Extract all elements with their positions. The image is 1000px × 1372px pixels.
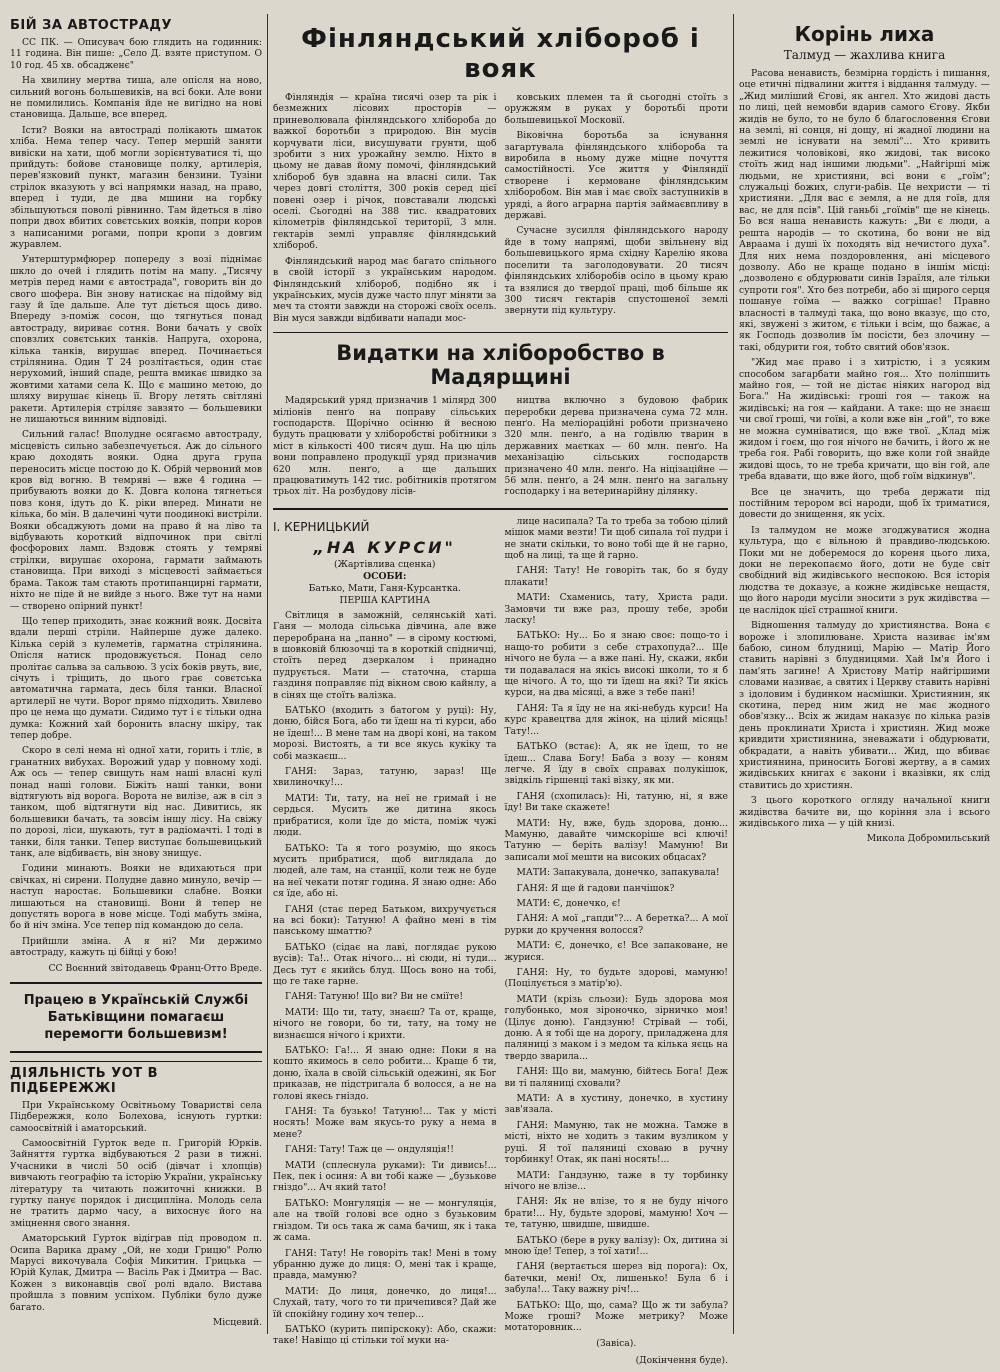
article-title-root: Корінь лиха bbox=[794, 22, 935, 46]
play-line: БАТЬКО (входить з батогом у руці): Ну, доню, бійся Бога, або ти їдеш на ті курси, або не їдеш!... В мене там на дворі коні, на таком морозі. Вистоять, а ти все якусь кукіку та собі мазкаєш... bbox=[273, 705, 497, 762]
paragraph: ництва включно з будовою фабрик переробки дерева призначена сума 72 млн. пенґо. На меліораційні роботи призначено 320 млн. пенґо, а на годівлю тварин в державних маєтках — 60 млн. пенґо. На механізацію сільських господарств призначено 40 млн. пенґо. На ніцізаційне — 56 млн. пенґо, а 24 млн. пенґо на загальну господарку і на ветеринарійну ділянку. bbox=[504, 395, 728, 498]
play-line: БАТЬКО: Ну... Бо я знаю своє: пощо-то і нащо-то робити з себе страхопуда?... Ще нічого не була — а вже пані. Ну, скажи, якби ти подавалася на якісь високі школи, то я б ще нічого. А то, що ти їдеш на які? Ти якісь курси, на два місяці, а вже з тебе пані! bbox=[504, 630, 728, 699]
play-line: БАТЬКО: Га!... Я знаю одне: Поки я на кошто якимось в село робити... Краще б ти, доню, їхала в своїй сільській одежині, як Бог приказав, не підстригала б волосся, а не на голові якесь гніздо. bbox=[273, 1045, 497, 1102]
play-line: ГАНЯ (вертається шерез від порога): Ох, батечки, мені! Ох, лишенько! Була б і забула!... Таку важну річ!... bbox=[504, 1261, 728, 1296]
play-line: лице насипала? Та то треба за тобою цілий мішок мами везти! Ти щоб сипала тої пудри і не знати скільки, то воно тобі ще й не гарно, щоб на лиці, та ще й гарно. bbox=[504, 515, 728, 561]
paragraph: Істи? Вояки на автостраді полікають шматок хліба. Нема тепер часу. Тепер мершій заняти вивіски на хати, щоб могли зорієнтуватися ті, що прийдуть: бойове становище полку, артилерія, перев'язковий пункт, магазин бензини. Тузіни стрілок вказують у всі напрямки назад, на право, вперед і туди, де два мшини на горбку збільшуються поволі рівнинно. Там йдеться в ліво попри двох вбитих совєтських вояків, попри коров з написаними рогами, попри кропи з довгим журавлем. bbox=[10, 124, 262, 250]
article-signature: Микола Добромильський bbox=[866, 833, 990, 845]
article-body-battle bbox=[10, 37, 262, 959]
play-line: МАТИ: Ти, тату, на неї не гримай і не сердься. Мусить же дитина якось прибратися, коли їде до міста, поміж чужі люди. bbox=[273, 792, 497, 839]
play-continuation: (Докінчення буде). bbox=[635, 1354, 728, 1366]
paragraph: Самоосвітній Гурток веде п. Григорій Юрків. Зайняття гуртка відбуваються 2 рази в тижні. Учасники в числі 50 осіб (дівчат і хлопців) вивчають географію та історію України, українську літературу та читають пожиточні книжки. В гуртку панує порядок і дисципліна. Молодь села не тратить дармо часу, а вихоснує його на зміцнення свого знання. bbox=[10, 1137, 262, 1229]
play-subtitle: (Жартівлива сценка) bbox=[334, 558, 436, 570]
divider bbox=[273, 332, 728, 333]
paragraph: Години минають. Вояки не вдихаються при свічках, ні сирени. Полудне давно минуло, вечір — наступ наростає. Большевики слабне. Вояки лишаються на становищі. Вони й тепер не допустять ворога в нове місце. Тоді мабуть зміна, бо й ніч зміна. Усе тепер під командою до села. bbox=[10, 863, 262, 932]
play-line: БАТЬКО (встає): А, як не їдеш, то не їдеш... Слава Богу! Баба з возу — коням легче. Я їду в своїх справах полукішок, звідкіль гіршенці такі візку, як ми. bbox=[504, 741, 728, 787]
play-line: МАТИ (крізь сльози): Будь здорова моя голубонько, моя зіроночко, зірничко моя! (Цілує доню). Гандзуню! Стрівай — тобі, доню. А я тобі ще на дорогу, приладжена для паляниці з маком і з медом та кілька яєць на твердо зварила... bbox=[504, 993, 728, 1062]
play-line: МАТИ: До лиця, донечко, до лиця!... Слухай, тату, чого то ти причепився? Дай же їй спокійну годину хоч тепер... bbox=[273, 1285, 497, 1320]
center-column bbox=[273, 14, 728, 1366]
play-section bbox=[273, 516, 728, 1372]
article-signature: СС Воєнний звітодавець Франц-Отто Вреде. bbox=[48, 962, 262, 974]
play-line: БАТЬКО: Монгуляція — не — монгуляція, але на твоїй голові все одно з бузьковим гніздом. Ти ось така ж сама бачиш, як і така ж сама. bbox=[273, 1197, 497, 1244]
play-line: ГАНЯ: Як не влізе, то я не буду нічого брати!... Ну, будьте здорові, мамуню! Хоч — те, татуню, швидше, швидше. bbox=[504, 1196, 728, 1231]
play-line: МАТИ: Що ти, тату, знаєш? Та от, краще, нічого не говори, бо ти, тату, на тому не визнаєшся нічого і крихти. bbox=[273, 1006, 497, 1041]
play-curtain: (Завіса). bbox=[596, 1337, 637, 1349]
play-line: ГАНЯ (схопилась): Ні, татуню, ні, я вже їду! Ви таке скажете! bbox=[504, 790, 728, 814]
play-act-heading: ПЕРША КАРТИНА bbox=[339, 594, 431, 606]
play-line: МАТИ: Запакувала, донечко, запакувала! bbox=[516, 867, 720, 879]
play-line: БАТЬКО (сідає на лаві, поглядає рукою вусів): Та!.. Отак нічого... ні сюди, ні туди... Десь тут є якийсь блуд. Щось воно на тобі, що ге таке гарне. bbox=[273, 941, 497, 987]
paragraph: При Українському Освітньому Товаристві села Підбережжя, коло Болехова, існують гуртки: самоосвітній і аматорський. bbox=[10, 1099, 262, 1134]
play-line: МАТИ: Гандзуню, таже в ту торбинку нічого не влізе... bbox=[504, 1169, 728, 1192]
paragraph: "Жид має право і з хитрістю, і з усяким способом загарбати майно гоя... Хто поліпшить майно гоя, — той не дістає ніяких нагород від Бога." На жидівські: гроші гоя — також на жидівські; на гоя — кайдани. А таке: що не знаєш чи свої гроші, чи гоїві, а коли вже він „гой", то вже не можна сумніватися, що вже твої. „Клад між жидом і гоєм, що гоя нічого не бачить, і його ж не треба гоя. Рабі говорить, що вже коли гой знайде жидові щось, то не треба кричати, що він гой, але треба вдавати, що вже його, щоб гоїм відкинув". bbox=[739, 357, 990, 483]
paragraph: СС ПК. — Описувач бою глядить на годинник: 11 година. Він пише: „Село Д. взяте приступом. О 10 год. 45 хв. обсадженє" bbox=[10, 37, 262, 71]
paragraph: Аматорський Гурток відіграв під проводом п. Осипа Варика драму „Ой, не ходи Грицю" Ролю Марусі викочувала Софія Микитин. Грицька — Юрій Кулак, Дмитра — Васіль Рак і Дмитра — Вас. Кожен з виконавців свої ролі вдало. Вистава пройшла з повним успіхом. Публіки було дуже багато. bbox=[10, 1233, 262, 1313]
paragraph: Унтерштурмфюрер попереду з возі піднімає шкло до очей і глядить потім на мапу. „Тисячу метрів перед нами є автострада", говорить він до свого шофера. Він знову натискає на підойму від газу й їде дальше. Але тут діється щось диво. Впереду з-поміж сосон, що тягнуться понад автостраду, вириває сотня. Вони бачать у своїх сповзлих совєтських танків. Напруга, охорона, кілька танків, вирушає вперед. Починається стрілянина. Один Т 24 розлітається, один стає нерухомий, інший спаде, решта вмикає швидко за жовтими хатами села К. Що є машино метою, до шляху вирушає кінець її. Вгору летять світляні ракети. Артилерія стріляє завзято — большевики не лишаються винним відповіді. bbox=[10, 254, 262, 425]
article-subtitle-root: Талмуд — жахлива книга bbox=[783, 48, 946, 62]
article-body-root bbox=[739, 68, 990, 829]
paragraph: Все це значить, що треба держати під постійним терором всі народи, щоб їх триматися, довести до знищення, як усіх. bbox=[739, 486, 990, 521]
play-line: ГАНЯ: Татуню! Що ви? Ви не сміїте! bbox=[285, 991, 464, 1003]
paragraph: Фінляндський народ має багато спільного в своїй історії з українським народом. Фінляндський хлібороб, подібно як і українських, мусів дуже часто плуг міняти за меч та стояти завжди на сторожі своїх осель. Він муся завжди відбивати напади мос- bbox=[273, 255, 497, 324]
paragraph: Сильний галас! Вполудне осягаємо автостраду, місцевість сильно забезпечується. Аж до сільного краю доходять вояки. Одна друга група переносить місце постою до К. Обрій червоний мов кров від вогню. В темряві — вже 4 година — прибувають вояки до К. Довга колона тягнеться повз коня, ідуть до К. ріки вперед. Минати не кілька, бо мін. В далечині чути поодинокі вистріли. Вояки обсаджують доми на право й на ліво та відбувають короткий відпочинок при світлі фосфорових ламп. Вздовж стоять у темряві стрілки, вирушає охорона, гармати займають становища. При виході з місцевості займається брама. Також там стають протипанцирні гармати, ніхто не піде й не вийде з нього. Вже тут на нами — створено опірний пункт! bbox=[10, 429, 262, 612]
paragraph: З цього короткого огляду начальної книги жидівства бачите ви, що коріння зла і всього жидівського лиха — у цій книзі. bbox=[739, 795, 990, 829]
paragraph: На хвилину мертва тиша, але опісля на ново, сильний вогонь большевиків, на всі боки. Але вони не помилились. Компанія йде не вигідно на нові становища. Дальше, все вперед. bbox=[10, 75, 262, 121]
play-persons-list: Батько, Мати, Ганя-Курсантка. bbox=[308, 582, 461, 594]
article-body-hungary bbox=[273, 395, 728, 502]
article-body-finland bbox=[273, 92, 728, 328]
paragraph: Із талмудом не може згоджуватися жодна культура, що є вільною й правдиво-людською. Поки ми не доберемося до кореня цього лиха, доки не перекопаємо його, доти не буде світ свобідний від жидівського неспокою. Вся історія людства те доказує, а кожне жидівське нещастя, що його народи мусіли зносити з рук жидівства — це наслідок цієї страшної книги. bbox=[739, 524, 990, 616]
play-line: ГАНЯ: Ну, то будьте здорові, мамуню! (Поцілується з матір'ю). bbox=[504, 967, 728, 990]
play-author: І. КЕРНИЦЬКИЙ bbox=[273, 519, 370, 534]
right-column bbox=[739, 14, 990, 1344]
left-column bbox=[10, 14, 262, 1344]
play-line: МАТИ: Є, донечко, є! bbox=[516, 897, 621, 909]
column-divider bbox=[733, 14, 734, 1334]
play-line: ГАНЯ: Тату! Таж це — ондуляція!! bbox=[285, 1144, 454, 1156]
play-line: БАТЬКО (бере в руку валізу): Ох, дитина зі мною їде! Тепер, з тої хати!... bbox=[504, 1234, 728, 1257]
article-title-hungary: Видатки на хліборобство в Мадярщині bbox=[336, 341, 665, 390]
slogan-box: Працею в Українській Службі Батьківщини помагаєш перемогти большевизм! bbox=[10, 982, 262, 1053]
play-line: ГАНЯ: Мамуню, так не можна. Тамже в місті, ніхто не ходить з таким вузликом у руці. Я тої паляниці сховаю в ручну торбинку! Отак, як пані носять!... bbox=[504, 1119, 728, 1166]
play-line: Світлиця в заможній, селянській хаті. Ганя — молода сільська дівчина, але вже переробрана на „панно" — в сірому костюмі, в шовковій блюзочці та в короткій спідничці, стоїть перед дзеркалом і принадно пудрується. Мати — статочна, старша газдиня поправляє під вікном свою кайнлу, а в сінях ще стоїть валізка. bbox=[273, 609, 497, 701]
article-title-uot: ДІЯЛЬНІСТЬ УОТ В ПІДБЕРЕЖЖІ bbox=[10, 1061, 262, 1096]
paragraph: Мадярський уряд призначив 1 мілярд 300 міліонів пенґо на поправу сільських господарств. Щорічно осінню й весною будуть працювати у хліборобстві робітники з міст в кількості 400 тисяч душ. На цю ціль вони поправлено продукції уряд призначив 620 млн. пенґо, а ще дальших працюватимуть 142 тис. робітників протягом трьох літ. На розбудову лісів- bbox=[273, 395, 497, 498]
play-line: ГАНЯ: Тату! Не говоріть так! Мені в тому убранню дуже до лиця: О, мені так і краще, правда, мамуню? bbox=[273, 1247, 497, 1282]
play-line: ГАНЯ (стає перед Батьком, вихручується на всі боки): Татуню! А файно мені в тім панському шматтю? bbox=[273, 903, 497, 938]
play-line: МАТИ: Є, донечко, є! Все запаковане, не журися. bbox=[504, 940, 728, 963]
play-line: МАТИ: А в хустину, донечко, в хустину зав'язала. bbox=[504, 1093, 728, 1116]
play-line: ГАНЯ: Тату! Не говоріть так, бо я буду плакати! bbox=[504, 565, 728, 588]
play-line: МАТИ (сплеснула руками): Ти дивись!... Пек, пек і осиня: А ви тобі каже — „бузькове гніздо"... Ач який тато! bbox=[273, 1159, 497, 1194]
play-line: ГАНЯ: Та бузько! Татуню!... Так у місті носять! Може вам якусь-то руку а нема в мене? bbox=[273, 1106, 497, 1140]
article-body-uot bbox=[10, 1100, 262, 1313]
play-line: БАТЬКО: Та я того розумію, що якось мусить прибратися, щоб виглядала до людей, але там, на станції, коли теж не буде на неї чекати потяг година. Я знаю одне: Або ся їде, або ні. bbox=[273, 842, 497, 900]
play-title: „НА КУРСИ" bbox=[313, 537, 456, 557]
paragraph: Відношення талмуду до християнства. Вона є вороже і злопилюване. Христа називає ім'ям бабою, сином блудниці, Марію — Матір Його ставить нарівні з блудницями. Хай Ім'я Його і пам'ять загине! А Христову Матір найгіршими словами називає, а святих і Церкву ставить нарівні з ідоловим і будинком насмішки. Християнин, як скотина, перед ним жид не має жодного обов'язку... Всіх ж жидам наказує по кілька разів день проклинати Христа і християн. Жид може кривдити християнина, зневажати і обдурювати, обкрадати, а навіть убивати... Жид, що вбиває християнина, приносить Богові жертву, а в самих жидівських книгах є закони і вказівки, як слід ставитись до християн. bbox=[739, 620, 990, 791]
play-line: БАТЬКО: Що, що, сама? Що ж ти забула? Може гроші? Може метрику? Може мотаторовник... bbox=[504, 1299, 728, 1334]
divider bbox=[273, 508, 728, 510]
paragraph: Віковічна боротьба за існування загартувала фінляндського хлібороба та виробила в ньому дуже міцне почуття самостійності. Усе життя у Фінляндії створене і кермоване фінляндським хліборобом. Він мав і має своїх заступників в уряді, а його аграрна партія займаєвпливу в державі. bbox=[504, 130, 728, 222]
paragraph: Що тепер приходить, знає кожний вояк. Досвіта вдали перші стріли. Найперше дуже далеко. Кілька серій з кулеметів, гарматна стрілянина. Опісля натиск продовжується. Понад село пролітає сальва за сальвою. З усіх боків рвуть, виє, січуть і тріщить, до цього грає совєтська автоматична гармата, десь біля танки. Власної артилерії не чути. Ворог прямо підходить. Хвилево про це нема що думати. Сидимо тут і є тільки одна думка: Кожний хай боронить власну шкіру, так тепер добре. bbox=[10, 615, 262, 741]
play-line: ГАНЯ: Що ви, мамуню, бійтесь Бога! Деж ви ті паляниці сховали? bbox=[504, 1066, 728, 1089]
article-signature: Місцевий. bbox=[212, 1317, 262, 1328]
article-title-battle: БІЙ ЗА АВТОСТРАДУ bbox=[10, 18, 172, 33]
paragraph: Расова ненависть, безмірна гордість і пишання, оце етичні підвалини життя і віддання талмуду. — „Жид миліший Єгові, як ангел. Хто жидові дасть по лиці, цей немовби вдарив самого Єгову. Якби жидів не було, то не було б благословення Єгови на землі, ні сонця, ні дощу, ні жадної людини на землі не існувати на землі"... Хто кривить лежитися чоловікові, яко жидові, так високо стоїть жид над іншими людьми". „Найгірші між людьми, не християни, всі вони є „гоїм"; служальці божих, слуги-рабів. Це нехристи — ті християни. „Для вас є земля, а не для гоїв, для вас, не для псів". Цій ганьбі „гоїмів" ще не кінець. Бо вся наша ненависть кажуть: „Ви є люди, а решта народів — то скотина, бо вони не від Авраама і душі їх походять від нечистого духа". Для них нема поздоровлення, ані місцевого дозволу. Або не краще подано в іншім місці: „дозволено є обдурювати синів Ізраїля, але тільки супроти гоя". Хто без потреби, або зі щирого серця пошануе гоїма — важко согрішає! Правно власності в талмуді така, що воно вказує, що сто, які, звужені з житом, є тільки і всім, що бажає, а як Господь дозволив їм посісти, без злочину — такі, обдурити гоя, тобто святий обов'язок. bbox=[739, 68, 990, 353]
play-line: ГАНЯ: А мої „гапди"?... А беретка?... А мої рурки до кручення волосся? bbox=[504, 913, 728, 936]
paragraph: Сучасне зусилля фінляндського народу йде в тому напрямі, щоби звільнену від большевицького ярма східну Карелію якова поселити та заголодовувати. 20 тисяч фінляндських хліборобів осіло в цьому краю та взялися до твердої праці, щоб більше як 300 тисяч гектарів спустошеної землі звернути під культуру. bbox=[504, 225, 728, 317]
article-title-finland: Фінляндський хлібороб і вояк bbox=[301, 24, 700, 84]
paragraph: Прийшли зміна. А я ні? Ми держимо автостраду, кажуть ці бійці у бою! bbox=[10, 935, 262, 959]
play-line: МАТИ: Схаменись, тату, Христа ради. Замовчи ти вже раз, прошу тебе, зроби ласку! bbox=[504, 592, 728, 627]
play-line: ГАНЯ: Та я їду не на які-небудь курси! На курс кравецтва для жінок, на цілий місяць! Тату!... bbox=[504, 702, 728, 737]
play-line: ГАНЯ: Зараз, татуню, зараз! Ще хвилиночку!... bbox=[273, 766, 497, 789]
play-line: МАТИ: Ну, вже, будь здорова, доню... Мамуню, давайте чимскоріше всі ключі! Татуню — беріть валізу! Мамуню! Ви записали мої мешти на високих обцасах? bbox=[504, 817, 728, 863]
paragraph: Фінляндія — країна тисячі озер та рік і безмежних лісових просторів — приневолювала фінляндського хлібороба до важкої боротьби з природою. Він мусів корчувати ліси, висушувати грунти, щоб зробити з них урожайну землю. Ніхто в цьому не давав йому помочі, фінляндський хлібороб був здавна на власні сили. Так через довгі століття, 300 років серед цієї повені озер і річок, повставали людські оселі. Сьогодні на 388 тис. квадратових кілометрів фінляндської території, 3 млн. гектарів землі управляє фінляндський хлібороб. bbox=[273, 92, 497, 252]
play-line: БАТЬКО (курить пипірскоку): Або, скажи: таке! Навіщо ці стільки тої муки на- bbox=[273, 1323, 497, 1347]
play-line: ГАНЯ: Я ще й гадови панчішок? bbox=[516, 882, 675, 894]
column-divider bbox=[267, 14, 268, 1334]
paragraph: ковських племен та й сьогодні стоїть з оружжям в руках у боротьбі проти большевицької Московії. bbox=[504, 92, 728, 126]
paragraph: Скоро в селі нема ні одної хати, горить і тліє, в гранатних вибухах. Ворожий удар у повному ході. Аж ось — тепер свищуть нам наші власні кулі понад наші голови. Біжіть наші танки, вони відтягують від ворога. Ворота не вилізе, аж в сіл з танком, щоб відтягнути від нас. Дивитись, як большевики бачать, та зовсім іншу лісу. На свіжу по дорозі, ліси, шукають, тут в радіомачті. І тоді в танки, біля танки. Тепер виступає большевицький танк, але відбиваєть, він знову знищує. bbox=[10, 745, 262, 860]
play-persons-heading: ОСОБИ: bbox=[363, 570, 407, 582]
